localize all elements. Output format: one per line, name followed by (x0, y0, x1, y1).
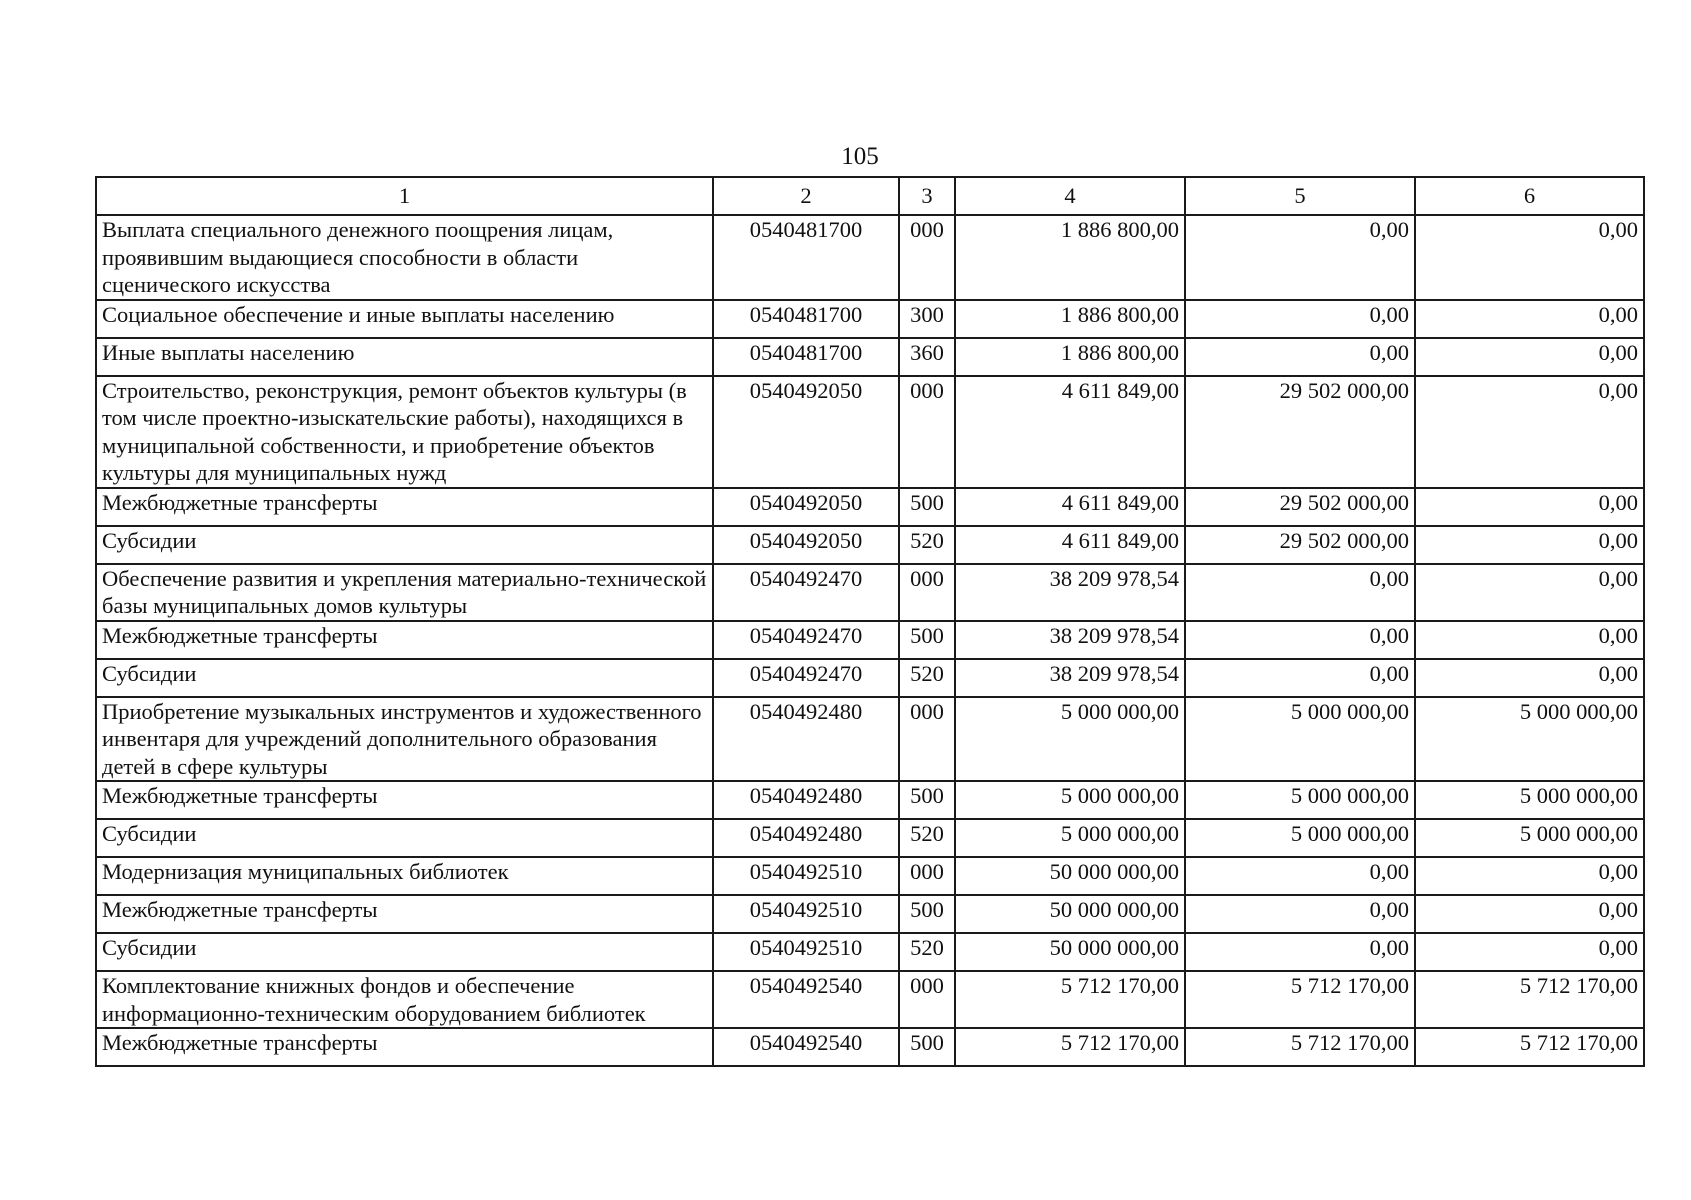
row-code: 0540481700 (713, 338, 899, 376)
row-name: Субсидии (96, 659, 713, 697)
row-name: Иные выплаты населению (96, 338, 713, 376)
row-value-5: 0,00 (1185, 564, 1415, 621)
row-value-4: 38 209 978,54 (955, 621, 1185, 659)
row-name: Межбюджетные трансферты (96, 488, 713, 526)
row-name: Социальное обеспечение и иные выплаты населению (96, 300, 713, 338)
row-code: 0540492510 (713, 933, 899, 971)
row-code: 0540492510 (713, 895, 899, 933)
row-value-5: 5 712 170,00 (1185, 971, 1415, 1028)
row-name: Межбюджетные трансферты (96, 1028, 713, 1066)
row-value-6: 0,00 (1415, 215, 1644, 300)
row-value-6: 0,00 (1415, 300, 1644, 338)
row-value-5: 5 000 000,00 (1185, 781, 1415, 819)
table-row (96, 857, 1644, 895)
row-value-4: 50 000 000,00 (955, 895, 1185, 933)
row-name: Субсидии (96, 526, 713, 564)
table-row (96, 338, 1644, 376)
row-expense-type: 500 (899, 781, 955, 819)
row-expense-type: 000 (899, 564, 955, 621)
row-expense-type: 500 (899, 895, 955, 933)
row-code: 0540492470 (713, 659, 899, 697)
row-value-4: 1 886 800,00 (955, 215, 1185, 300)
row-expense-type: 360 (899, 338, 955, 376)
row-expense-type: 520 (899, 933, 955, 971)
row-name: Межбюджетные трансферты (96, 895, 713, 933)
row-expense-type: 500 (899, 1028, 955, 1066)
row-value-5: 0,00 (1185, 857, 1415, 895)
row-value-5: 5 000 000,00 (1185, 819, 1415, 857)
table-row (96, 526, 1644, 564)
row-value-4: 4 611 849,00 (955, 526, 1185, 564)
row-value-6: 0,00 (1415, 526, 1644, 564)
row-code: 0540492050 (713, 526, 899, 564)
row-code: 0540492470 (713, 621, 899, 659)
row-value-5: 0,00 (1185, 933, 1415, 971)
row-code: 0540492510 (713, 857, 899, 895)
row-value-6: 0,00 (1415, 895, 1644, 933)
row-value-6: 5 712 170,00 (1415, 971, 1644, 1028)
row-expense-type: 520 (899, 526, 955, 564)
row-value-5: 5 712 170,00 (1185, 1028, 1415, 1066)
row-expense-type: 000 (899, 697, 955, 782)
row-value-6: 0,00 (1415, 338, 1644, 376)
table-row (96, 781, 1644, 819)
row-value-6: 0,00 (1415, 488, 1644, 526)
row-value-4: 5 712 170,00 (955, 971, 1185, 1028)
row-value-4: 1 886 800,00 (955, 300, 1185, 338)
row-value-6: 5 000 000,00 (1415, 781, 1644, 819)
row-value-6: 5 712 170,00 (1415, 1028, 1644, 1066)
table-row (96, 621, 1644, 659)
table-row (96, 488, 1644, 526)
table-row (96, 1028, 1644, 1066)
table-row (96, 697, 1644, 782)
row-code: 0540492540 (713, 1028, 899, 1066)
row-name: Субсидии (96, 933, 713, 971)
row-code: 0540492470 (713, 564, 899, 621)
table-row (96, 215, 1644, 300)
table-row (96, 659, 1644, 697)
row-expense-type: 000 (899, 971, 955, 1028)
row-code: 0540492480 (713, 819, 899, 857)
budget-table (95, 176, 1645, 1067)
row-expense-type: 520 (899, 819, 955, 857)
row-expense-type: 300 (899, 300, 955, 338)
row-value-5: 0,00 (1185, 215, 1415, 300)
row-value-4: 5 000 000,00 (955, 697, 1185, 782)
row-value-5: 29 502 000,00 (1185, 376, 1415, 488)
row-value-5: 0,00 (1185, 338, 1415, 376)
row-code: 0540481700 (713, 300, 899, 338)
row-value-5: 5 000 000,00 (1185, 697, 1415, 782)
row-value-4: 4 611 849,00 (955, 488, 1185, 526)
column-header: 1 (96, 177, 713, 215)
row-value-4: 1 886 800,00 (955, 338, 1185, 376)
table-row (96, 819, 1644, 857)
row-expense-type: 000 (899, 857, 955, 895)
row-value-5: 29 502 000,00 (1185, 488, 1415, 526)
row-code: 0540492540 (713, 971, 899, 1028)
row-name: Субсидии (96, 819, 713, 857)
row-value-4: 5 712 170,00 (955, 1028, 1185, 1066)
table-row (96, 971, 1644, 1028)
row-value-4: 38 209 978,54 (955, 564, 1185, 621)
row-name: Приобретение музыкальных инструментов и художественного инвентаря для учреждений дополнительного образования детей в сфере культуры (96, 697, 713, 782)
row-value-6: 5 000 000,00 (1415, 819, 1644, 857)
row-value-4: 50 000 000,00 (955, 857, 1185, 895)
row-expense-type: 500 (899, 621, 955, 659)
row-value-4: 5 000 000,00 (955, 819, 1185, 857)
row-value-6: 0,00 (1415, 564, 1644, 621)
column-header: 5 (1185, 177, 1415, 215)
column-header: 2 (713, 177, 899, 215)
row-value-6: 0,00 (1415, 857, 1644, 895)
row-name: Модернизация муниципальных библиотек (96, 857, 713, 895)
column-header: 4 (955, 177, 1185, 215)
table-row (96, 564, 1644, 621)
row-value-4: 5 000 000,00 (955, 781, 1185, 819)
row-value-4: 4 611 849,00 (955, 376, 1185, 488)
row-value-5: 0,00 (1185, 659, 1415, 697)
row-expense-type: 500 (899, 488, 955, 526)
row-expense-type: 000 (899, 376, 955, 488)
row-code: 0540481700 (713, 215, 899, 300)
header-row (96, 177, 1644, 215)
row-value-5: 0,00 (1185, 300, 1415, 338)
row-expense-type: 520 (899, 659, 955, 697)
column-header: 3 (899, 177, 955, 215)
row-name: Комплектование книжных фондов и обеспечение информационно-техническим оборудованием библиотек (96, 971, 713, 1028)
row-name: Выплата специального денежного поощрения лицам, проявившим выдающиеся способности в области сценического искусства (96, 215, 713, 300)
row-value-5: 29 502 000,00 (1185, 526, 1415, 564)
row-value-6: 0,00 (1415, 376, 1644, 488)
table-row (96, 376, 1644, 488)
row-code: 0540492480 (713, 697, 899, 782)
table-row (96, 300, 1644, 338)
row-value-4: 50 000 000,00 (955, 933, 1185, 971)
row-name: Строительство, реконструкция, ремонт объектов культуры (в том числе проектно-изыскательские работы), находящихся в муниципальной собственности, и приобретение объектов культуры для муниципальных нужд (96, 376, 713, 488)
row-value-6: 0,00 (1415, 659, 1644, 697)
page-number: 105 (841, 143, 879, 170)
row-value-6: 5 000 000,00 (1415, 697, 1644, 782)
row-value-5: 0,00 (1185, 895, 1415, 933)
row-name: Межбюджетные трансферты (96, 621, 713, 659)
row-name: Межбюджетные трансферты (96, 781, 713, 819)
row-value-5: 0,00 (1185, 621, 1415, 659)
row-value-6: 0,00 (1415, 933, 1644, 971)
row-code: 0540492480 (713, 781, 899, 819)
table-row (96, 895, 1644, 933)
column-header: 6 (1415, 177, 1644, 215)
row-code: 0540492050 (713, 376, 899, 488)
row-code: 0540492050 (713, 488, 899, 526)
row-value-4: 38 209 978,54 (955, 659, 1185, 697)
row-expense-type: 000 (899, 215, 955, 300)
row-name: Обеспечение развития и укрепления материально-технической базы муниципальных домов культуры (96, 564, 713, 621)
table-row (96, 933, 1644, 971)
row-value-6: 0,00 (1415, 621, 1644, 659)
